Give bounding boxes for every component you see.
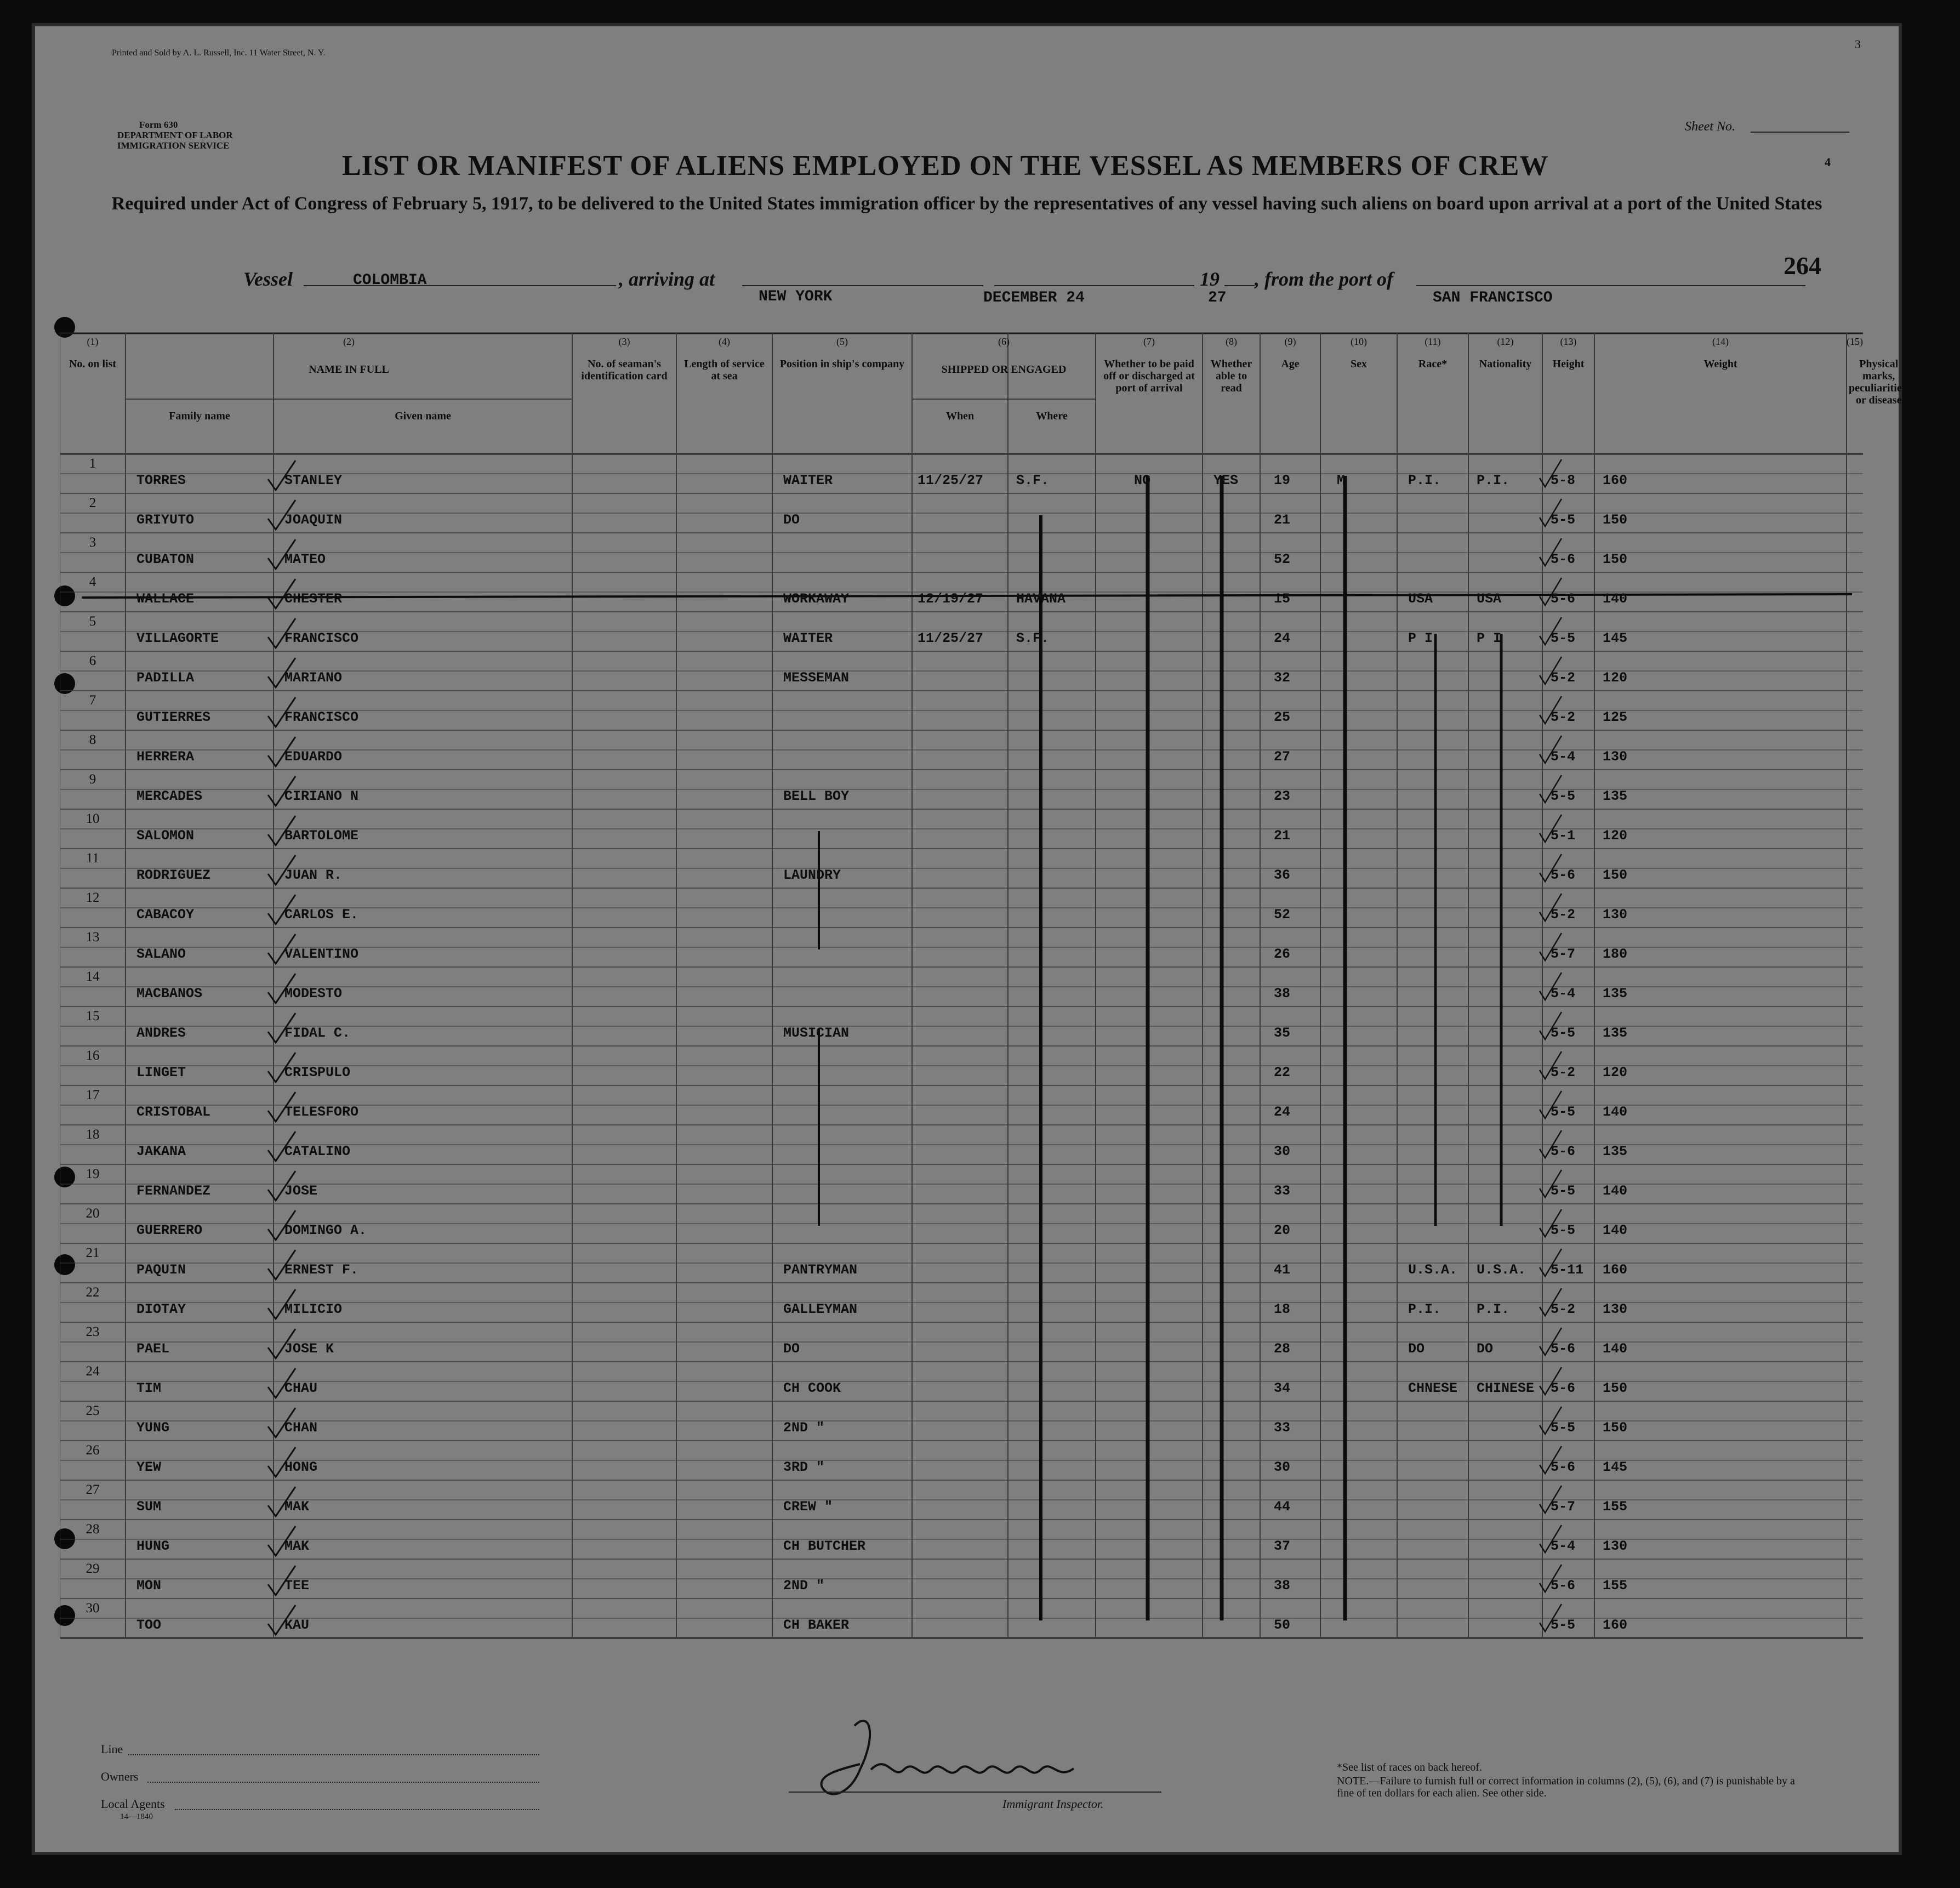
column-number: (3) [618, 336, 630, 347]
from-field [1416, 285, 1805, 286]
cell-height: 5-4 [1551, 749, 1576, 765]
vessel-line [79, 257, 1877, 306]
line-field [128, 1754, 539, 1755]
cell-position: WAITER [783, 473, 833, 488]
row-number: 24 [86, 1364, 100, 1379]
column-header: No. of seaman's identification card [581, 358, 668, 382]
row-number: 13 [86, 930, 100, 945]
cell-race: U.S.A. [1408, 1262, 1458, 1278]
cell-given: JOSE K [284, 1341, 334, 1357]
cell-position: CH BUTCHER [783, 1538, 866, 1554]
cell-weight: 160 [1603, 1262, 1628, 1278]
column-number: (7) [1143, 336, 1155, 347]
cell-age: 50 [1274, 1617, 1291, 1633]
row-number: 30 [86, 1601, 100, 1616]
cell-race: P.I. [1408, 1301, 1441, 1317]
cell-nationality: CHINESE [1477, 1380, 1535, 1396]
cell-family: SALANO [136, 946, 186, 962]
cell-given: STANLEY [284, 473, 343, 488]
row-number: 16 [86, 1048, 100, 1063]
cell-weight: 120 [1603, 828, 1628, 844]
cell-weight: 120 [1603, 1065, 1628, 1081]
cell-where: S.F. [1016, 473, 1050, 488]
cell-age: 30 [1274, 1144, 1291, 1159]
cell-family: MON [136, 1578, 162, 1594]
cell-age: 52 [1274, 551, 1291, 567]
column-number: (1) [87, 336, 99, 347]
cell-age: 24 [1274, 630, 1291, 646]
column-number: (10) [1351, 336, 1367, 347]
cell-height: 5-6 [1551, 1380, 1576, 1396]
cell-family: PAEL [136, 1341, 170, 1357]
cell-family: PAQUIN [136, 1262, 186, 1278]
cell-age: 27 [1274, 749, 1291, 765]
cell-given: DOMINGO A. [284, 1222, 367, 1238]
row-number: 9 [89, 772, 96, 787]
column-header: Physical marks, peculiarities, or disease [1849, 358, 1909, 406]
cell-given: MARIANO [284, 670, 343, 686]
sheet-no-label: Sheet No. [1685, 120, 1735, 134]
cell-weight: 130 [1603, 749, 1628, 765]
row-number: 23 [86, 1324, 100, 1339]
cell-race: DO [1408, 1341, 1425, 1357]
from-label: , from the port of [1255, 268, 1394, 290]
column-number: (5) [836, 336, 848, 347]
form-code: 14—1840 [120, 1812, 153, 1821]
cell-weight: 135 [1603, 1144, 1628, 1159]
cell-height: 5-4 [1551, 1538, 1576, 1554]
form-number: Form 630 [139, 120, 178, 130]
cell-given: JUAN R. [284, 867, 343, 883]
cell-height: 5-5 [1551, 788, 1576, 804]
cell-weight: 135 [1603, 1025, 1628, 1041]
cell-nationality: DO [1477, 1341, 1494, 1357]
cell-given: CHAU [284, 1380, 318, 1396]
inspector-label: Immigrant Inspector. [1002, 1797, 1104, 1811]
cell-height: 5-5 [1551, 512, 1576, 528]
row-number: 14 [86, 969, 100, 984]
cell-nationality: P.I. [1477, 1301, 1510, 1317]
year-field [1224, 285, 1255, 286]
row-number: 21 [86, 1246, 100, 1260]
row-number: 20 [86, 1206, 100, 1221]
cell-age: 19 [1274, 473, 1291, 488]
cell-when: 12/19/27 [918, 591, 984, 607]
arriving-port: NEW YORK [759, 288, 833, 305]
cell-family: GUERRERO [136, 1222, 203, 1238]
agents-field [175, 1809, 539, 1810]
cell-weight: 150 [1603, 551, 1628, 567]
column-header: Whether to be paid off or discharged at port of arrival [1103, 358, 1195, 394]
cell-height: 5-5 [1551, 1104, 1576, 1120]
cell-age: 25 [1274, 709, 1291, 725]
cell-weight: 130 [1603, 907, 1628, 923]
row-number: 17 [86, 1088, 100, 1102]
vessel-label: Vessel [243, 268, 293, 290]
cell-when: 11/25/27 [918, 473, 984, 488]
row-number: 28 [86, 1522, 100, 1537]
row-number: 10 [86, 811, 100, 826]
cell-height: 5-5 [1551, 1617, 1576, 1633]
line-label: Line [101, 1742, 123, 1756]
cell-position: DO [783, 512, 800, 528]
cell-given: EDUARDO [284, 749, 343, 765]
cell-height: 5-5 [1551, 1025, 1576, 1041]
cell-weight: 150 [1603, 1420, 1628, 1436]
column-header: Age [1281, 358, 1300, 370]
cell-when: 11/25/27 [918, 630, 984, 646]
cell-height: 5-2 [1551, 1301, 1576, 1317]
cell-read: YES [1213, 473, 1239, 488]
cell-given: ERNEST F. [284, 1262, 359, 1278]
cell-where: HAVANA [1016, 591, 1066, 607]
cell-position: DO [783, 1341, 800, 1357]
cell-race: CHNESE [1408, 1380, 1458, 1396]
column-subheader: When [945, 410, 975, 422]
owners-field [147, 1782, 539, 1783]
cell-age: 20 [1274, 1222, 1291, 1238]
cell-height: 5-6 [1551, 591, 1576, 607]
row-number: 11 [86, 851, 100, 866]
row-number: 6 [89, 653, 96, 668]
cell-family: GRIYUTO [136, 512, 195, 528]
row-number: 29 [86, 1561, 100, 1576]
cell-given: BARTOLOME [284, 828, 359, 844]
cell-family: FERNANDEZ [136, 1183, 211, 1199]
vessel-name: COLOMBIA [353, 272, 427, 289]
cell-age: 37 [1274, 1538, 1291, 1554]
cell-given: MODESTO [284, 986, 343, 1002]
cell-weight: 140 [1603, 1341, 1628, 1357]
cell-height: 5-6 [1551, 1144, 1576, 1159]
cell-age: 33 [1274, 1183, 1291, 1199]
cell-race: P I [1408, 630, 1433, 646]
cell-weight: 140 [1603, 591, 1628, 607]
column-header: Length of service at sea [684, 358, 765, 382]
row-number: 5 [89, 614, 96, 629]
cell-family: TOO [136, 1617, 162, 1633]
cell-weight: 140 [1603, 1183, 1628, 1199]
cell-age: 21 [1274, 512, 1291, 528]
cell-family: MERCADES [136, 788, 203, 804]
cell-family: MACBANOS [136, 986, 203, 1002]
cell-given: CHAN [284, 1420, 318, 1436]
manifest-sheet [35, 26, 1909, 1852]
cell-weight: 145 [1603, 630, 1628, 646]
cell-given: HONG [284, 1459, 318, 1475]
cell-height: 5-6 [1551, 551, 1576, 567]
department-name: DEPARTMENT OF LABOR [117, 130, 233, 140]
cell-given: MAK [284, 1499, 310, 1515]
cell-height: 5-5 [1551, 630, 1576, 646]
cell-weight: 155 [1603, 1499, 1628, 1515]
service-name: IMMIGRATION SERVICE [117, 140, 230, 151]
cell-position: WORKAWAY [783, 591, 850, 607]
cell-nationality: USA [1477, 591, 1502, 607]
row-number: 26 [86, 1443, 100, 1458]
cell-weight: 160 [1603, 473, 1628, 488]
column-header: Weight [1703, 358, 1737, 370]
cell-height: 5-6 [1551, 867, 1576, 883]
cell-sex: M [1337, 473, 1346, 488]
column-number: (14) [1712, 336, 1729, 347]
owners-label: Owners [101, 1770, 139, 1783]
cell-family: TORRES [136, 473, 186, 488]
row-number: 4 [89, 575, 96, 589]
page-number: 264 [1784, 252, 1821, 280]
cell-weight: 150 [1603, 1380, 1628, 1396]
cell-age: 28 [1274, 1341, 1291, 1357]
cell-given: JOAQUIN [284, 512, 343, 528]
cell-given: CRISPULO [284, 1065, 351, 1081]
cell-age: 18 [1274, 1301, 1291, 1317]
column-number: (11) [1425, 336, 1441, 347]
arriving-label: , arriving at [619, 268, 715, 290]
cell-weight: 135 [1603, 788, 1628, 804]
column-header: SHIPPED OR ENGAGED [941, 363, 1067, 376]
corner-number: 3 [1855, 37, 1861, 51]
row-number: 27 [86, 1482, 100, 1497]
column-number: (8) [1226, 336, 1237, 347]
cell-given: FRANCISCO [284, 630, 359, 646]
corner-number-right: 4 [1825, 155, 1831, 169]
vessel-field [304, 285, 616, 286]
cell-family: LINGET [136, 1065, 186, 1081]
cell-position: 2ND " [783, 1420, 825, 1436]
row-number: 25 [86, 1403, 100, 1418]
cell-height: 5-1 [1551, 828, 1576, 844]
cell-given: FIDAL C. [284, 1025, 351, 1041]
cell-position: PANTRYMAN [783, 1262, 858, 1278]
cell-age: 21 [1274, 828, 1291, 844]
column-number: (9) [1284, 336, 1296, 347]
cell-age: 15 [1274, 591, 1291, 607]
cell-where: S.F. [1016, 630, 1050, 646]
cell-height: 5-8 [1551, 473, 1576, 488]
cell-height: 5-7 [1551, 1499, 1576, 1515]
cell-age: 35 [1274, 1025, 1291, 1041]
cell-height: 5-6 [1551, 1578, 1576, 1594]
cell-age: 38 [1274, 1578, 1291, 1594]
cell-age: 36 [1274, 867, 1291, 883]
cell-height: 5-2 [1551, 670, 1576, 686]
cell-family: JAKANA [136, 1144, 186, 1159]
cell-family: CUBATON [136, 551, 195, 567]
cell-weight: 155 [1603, 1578, 1628, 1594]
cell-height: 5-6 [1551, 1459, 1576, 1475]
cell-weight: 135 [1603, 986, 1628, 1002]
column-header: Position in ship's company [779, 358, 905, 370]
cell-weight: 150 [1603, 512, 1628, 528]
cell-given: TEE [284, 1578, 310, 1594]
cell-height: 5-11 [1551, 1262, 1584, 1278]
arrival-date: DECEMBER 24 [983, 289, 1085, 306]
form-block [117, 120, 233, 151]
cell-weight: 140 [1603, 1222, 1628, 1238]
cell-family: PADILLA [136, 670, 195, 686]
page-subtitle: Required under Act of Congress of February 5, 1917, to be delivered to the United States immigration officer by the representatives of any vessel having such aliens on board upon arrival at a port of the United States [111, 194, 1822, 214]
cell-family: GUTIERRES [136, 709, 211, 725]
cell-family: HERRERA [136, 749, 195, 765]
cell-position: WAITER [783, 630, 833, 646]
cell-race: USA [1408, 591, 1433, 607]
footnote-races: *See list of races on back hereof. [1337, 1761, 1482, 1773]
cell-given: MILICIO [284, 1301, 343, 1317]
cell-height: 5-7 [1551, 946, 1576, 962]
row-number: 15 [86, 1009, 100, 1023]
cell-family: RODRIGUEZ [136, 867, 211, 883]
cell-height: 5-5 [1551, 1222, 1576, 1238]
footnote-note: NOTE.—Failure to furnish full or correct information in columns (2), (5), (6), and (7) is punishable by a fine of ten dollars for each alien. See other side. [1337, 1775, 1795, 1799]
cell-family: DIOTAY [136, 1301, 186, 1317]
cell-weight: 140 [1603, 1104, 1628, 1120]
cell-weight: 130 [1603, 1538, 1628, 1554]
cell-age: 34 [1274, 1380, 1291, 1396]
printer-imprint: Printed and Sold by A. L. Russell, Inc. 11 Water Street, N. Y. [112, 48, 326, 58]
cell-weight: 150 [1603, 867, 1628, 883]
row-number: 7 [89, 693, 96, 708]
from-port: SAN FRANCISCO [1433, 289, 1553, 306]
cell-family: HUNG [136, 1538, 170, 1554]
cell-age: 52 [1274, 907, 1291, 923]
cell-nationality: P I [1477, 630, 1502, 646]
row-number: 1 [89, 456, 96, 471]
cell-nationality: U.S.A. [1477, 1262, 1526, 1278]
arriving-field [742, 285, 983, 286]
arrival-year: 27 [1208, 289, 1227, 306]
cell-weight: 145 [1603, 1459, 1628, 1475]
cell-age: 30 [1274, 1459, 1291, 1475]
cell-family: YUNG [136, 1420, 170, 1436]
cell-position: 3RD " [783, 1459, 825, 1475]
cell-family: ANDRES [136, 1025, 186, 1041]
cell-height: 5-5 [1551, 1420, 1576, 1436]
row-number: 2 [89, 496, 96, 510]
cell-height: 5-2 [1551, 1065, 1576, 1081]
cell-age: 26 [1274, 946, 1291, 962]
cell-age: 38 [1274, 986, 1291, 1002]
inspector-field [789, 1792, 1161, 1793]
column-number: (13) [1560, 336, 1577, 347]
cell-given: CHESTER [284, 591, 343, 607]
cell-height: 5-6 [1551, 1341, 1576, 1357]
cell-weight: 125 [1603, 709, 1628, 725]
cell-position: BELL BOY [783, 788, 850, 804]
cell-given: CATALINO [284, 1144, 351, 1159]
cell-family: VILLAGORTE [136, 630, 219, 646]
cell-given: CIRIANO N [284, 788, 359, 804]
column-subheader: Given name [395, 410, 451, 422]
cell-given: MATEO [284, 551, 326, 567]
cell-age: 44 [1274, 1499, 1291, 1515]
row-number: 8 [89, 732, 96, 747]
cell-given: KAU [284, 1617, 310, 1633]
column-header: Height [1552, 358, 1585, 370]
footer [60, 1720, 1863, 1852]
column-subheader: Family name [169, 410, 230, 422]
row-number: 22 [86, 1285, 100, 1300]
cell-given: CARLOS E. [284, 907, 359, 923]
column-number: (6) [998, 336, 1010, 347]
cell-weight: 130 [1603, 1301, 1628, 1317]
column-header: No. on list [69, 358, 117, 370]
cell-height: 5-4 [1551, 986, 1576, 1002]
cell-position: GALLEYMAN [783, 1301, 858, 1317]
cell-weight: 180 [1603, 946, 1628, 962]
cell-position: 2ND " [783, 1578, 825, 1594]
cell-family: SALOMON [136, 828, 195, 844]
cell-weight: 120 [1603, 670, 1628, 686]
cell-nationality: P.I. [1477, 473, 1510, 488]
cell-family: WALLACE [136, 591, 195, 607]
cell-given: JOSE [284, 1183, 318, 1199]
page-title: LIST OR MANIFEST OF ALIENS EMPLOYED ON THE VESSEL AS MEMBERS OF CREW [342, 150, 1549, 181]
cell-age: 32 [1274, 670, 1291, 686]
row-number: 18 [86, 1127, 100, 1142]
cell-given: VALENTINO [284, 946, 359, 962]
column-number: (2) [343, 336, 355, 347]
cell-age: 41 [1274, 1262, 1291, 1278]
column-header: Race* [1418, 358, 1448, 370]
cell-age: 23 [1274, 788, 1291, 804]
cell-age: 24 [1274, 1104, 1291, 1120]
cell-age: 33 [1274, 1420, 1291, 1436]
crew-table: (1) No. on list (2) NAME IN FULL Family name Given name (3) No. of seaman's identification card (4) Length of service at sea (5) Position in ship's company (6) SHIPPED OR ENGAGED When Where (7) Whether to be paid off or discharged at port of arrival (8) Whether able to read (9) Age (10) Sex (11) Race* (12) Nationality (13) Height (14) Weight (15) Physical marks, peculiarities, or disease 1 TORRES STANLEY WAITER 11/25/27 S.F. NO YES 19 M P.I. P.I. 5-8 160 2 GRIYUTO JOAQUIN DO 21 5-5 150 3 CUBATON MATEO 52 5-6 150 4 WALLACE CHESTER WORKAWAY 12/19/27 HAVANA 15 USA USA 5-6 140 5 VILLAGORTE FRANCISCO WAITER 11/25/27 S.F. 24 P I P I 5-5 145 6 PADILLA MARIANO MESSEMAN 32 5-2 120 7 GUTIERRES FRANCISCO 25 5-2 125 8 HERRERA EDUARDO 27 5-4 130 9 MERCADES CIRIANO N BELL BOY 23 5-5 135 10 SALOMON BARTOLOME 21 5-1 120 11 RODRIGUEZ JUAN R. LAUNDRY 36 5-6 150 12 CABACOY CARLOS E. 52 5-2 130 13 SALANO VALENTINO 26 5-7 180 14 MACBANOS MODESTO 38 5-4 135 15 ANDRES FIDAL C. MUSICIAN 35 5-5 135 16 LINGET CRISPULO 22 5-2 120 17 CRISTOBAL TELESFORO 24 5-5 140 18 JAKANA CATALINO 30 5-6 135 19 FERNANDEZ JOSE 33 5-5 140 20 GUERRERO DOMINGO A. 20 5-5 140 21 PAQUIN ERNEST F. PANTRYMAN 41 U.S.A. U.S.A. 5-11 160 22 DIOTAY MILICIO GALLEYMAN 18 P.I. P.I. 5-2 130 23 PAEL JOSE K DO 28 DO DO 5-6 140 24 TIM CHAU CH COOK 34 CHNESE CHINESE 5-6 150 25 YUNG CHAN 2ND " 33 5-5 150 26 YEW HONG 3RD " 30 5-6 145 27 SUM MAK CREW " 44 5-7 155 28 HUNG MAK CH BUTCHER 37 5-4 130 29 MON TEE 2ND " 38 5-6 155 30 TOO KAU CH BAKER 50 5-5 160 [60, 300, 1863, 1715]
cell-family: CABACOY [136, 907, 195, 923]
cell-paid-off: NO [1134, 473, 1151, 488]
cell-position: CH BAKER [783, 1617, 850, 1633]
row-number: 12 [86, 890, 100, 905]
cell-given: TELESFORO [284, 1104, 359, 1120]
column-header: Nationality [1479, 358, 1532, 370]
date-field [994, 285, 1194, 286]
cell-race: P.I. [1408, 473, 1441, 488]
cell-weight: 160 [1603, 1617, 1628, 1633]
sheet-no-field [1751, 132, 1849, 133]
agents-label: Local Agents [101, 1797, 165, 1811]
cell-position: CREW " [783, 1499, 833, 1515]
row-number: 3 [89, 535, 96, 550]
column-header: NAME IN FULL [309, 363, 389, 376]
year-prefix: 19 [1200, 268, 1220, 290]
cell-position: CH COOK [783, 1380, 841, 1396]
cell-height: 5-2 [1551, 907, 1576, 923]
cell-age: 22 [1274, 1065, 1291, 1081]
cell-position: MESSEMAN [783, 670, 850, 686]
row-number: 19 [86, 1167, 100, 1181]
column-header: Sex [1351, 358, 1367, 370]
cell-given: FRANCISCO [284, 709, 359, 725]
cell-given: MAK [284, 1538, 310, 1554]
cell-height: 5-2 [1551, 709, 1576, 725]
inspector-signature [789, 1704, 1161, 1813]
cell-family: TIM [136, 1380, 162, 1396]
column-subheader: Where [1036, 410, 1068, 422]
cell-height: 5-5 [1551, 1183, 1576, 1199]
cell-position: MUSICIAN [783, 1025, 850, 1041]
cell-family: CRISTOBAL [136, 1104, 211, 1120]
column-header: Whether able to read [1210, 358, 1252, 394]
cell-position: LAUNDRY [783, 867, 841, 883]
cell-family: YEW [136, 1459, 162, 1475]
column-number: (4) [719, 336, 730, 347]
column-number: (12) [1497, 336, 1514, 347]
cell-family: SUM [136, 1499, 162, 1515]
